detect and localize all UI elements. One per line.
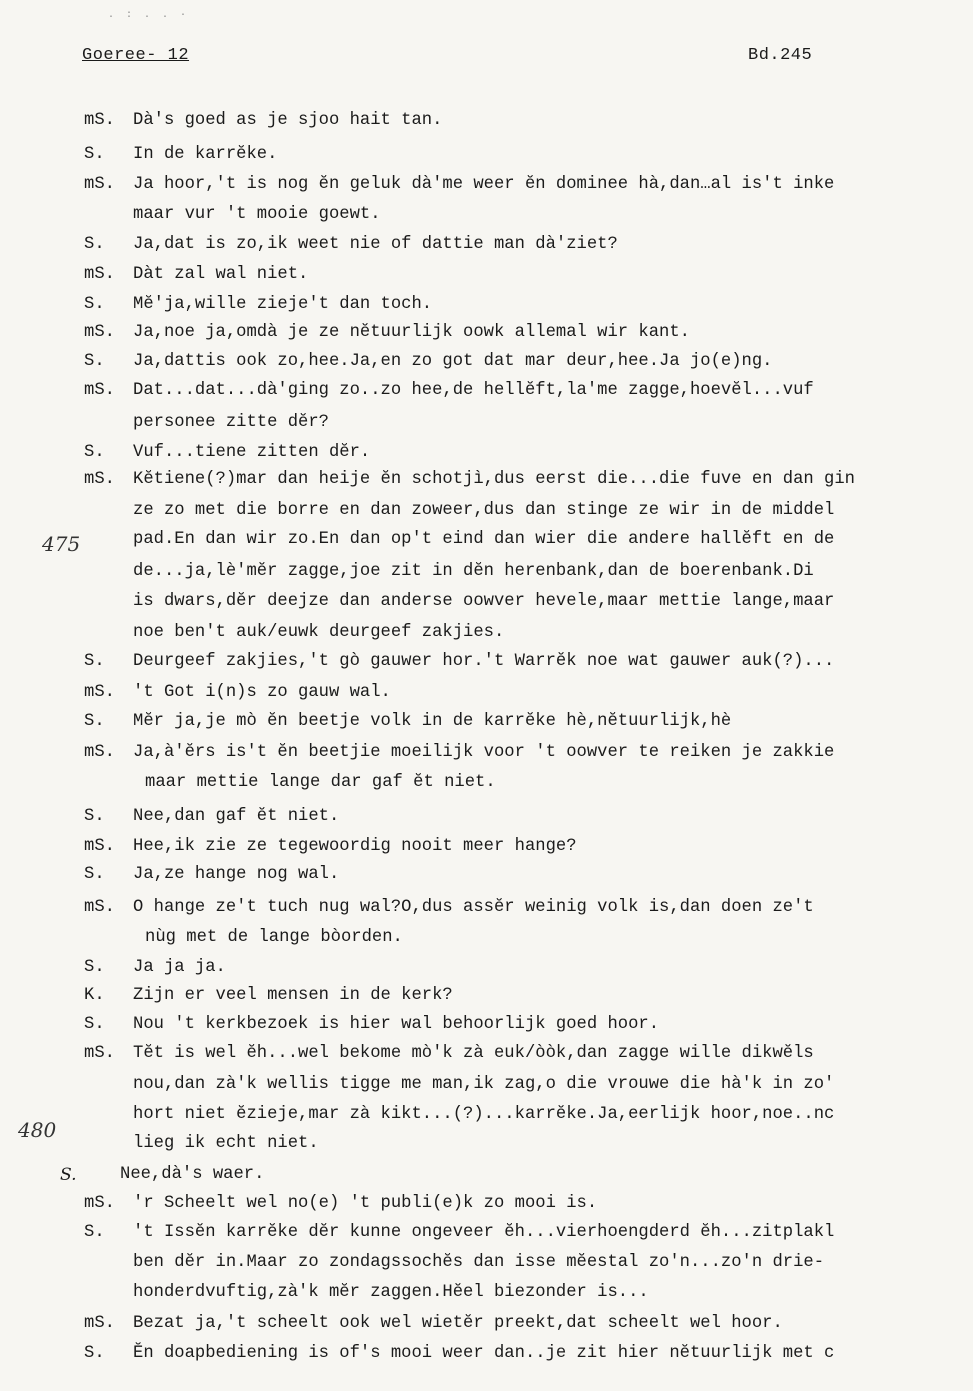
transcript-line [0, 589, 973, 615]
speaker-label: S. [84, 295, 105, 314]
speaker-label: mS. [84, 837, 115, 856]
transcript-line [0, 862, 973, 888]
speaker-label: S. [60, 1165, 77, 1185]
transcript-line [0, 1311, 973, 1337]
line-text: Dat...dat...dà'ging zo..zo hee,de hellĕft,la'me zagge,hoevĕl...vuf [133, 381, 814, 400]
transcript-line [0, 709, 973, 735]
speaker-label: S. [84, 958, 105, 977]
transcript-line [0, 410, 973, 436]
transcript-line [0, 232, 973, 258]
transcript-line [0, 202, 973, 228]
line-text: Mĕ'ja,wille zieje't dan toch. [133, 295, 433, 314]
speaker-label: S. [84, 443, 105, 462]
speaker-label: S. [84, 652, 105, 671]
speaker-label: mS. [84, 1044, 115, 1063]
line-text: is dwars,dĕr deejze dan anderse oowver hevele,maar mettie lange,maar [133, 592, 835, 611]
transcript-line [0, 262, 973, 288]
transcript-line [0, 895, 973, 921]
transcript-line [0, 378, 973, 404]
transcript-line [0, 349, 973, 375]
line-text: pad.En dan wir zo.En dan op't eind dan wier die andere hallĕft en de [133, 530, 835, 549]
speaker-label: K. [84, 986, 105, 1005]
transcript-line [0, 1131, 973, 1157]
speaker-label: S. [84, 1223, 105, 1242]
line-text: Ja ja ja. [133, 958, 226, 977]
line-text: personee zitte dĕr? [133, 413, 329, 432]
transcript-line [0, 770, 973, 796]
transcript-line [0, 142, 973, 168]
line-text: Mĕr ja,je mò ĕn beetje volk in de karrĕke hè,nĕtuurlijk,hè [133, 712, 732, 731]
line-text: nou,dan zà'k wellis tigge me man,ik zag,o die vrouwe die hà'k in zo' [133, 1075, 835, 1094]
margin-note-475: 475 [42, 532, 81, 556]
page-header-right: Bd.245 [748, 46, 813, 65]
speaker-label: mS. [84, 265, 115, 284]
line-text: Ja hoor,'t is nog ĕn geluk dà'me weer ĕn dominee hà,dan…al is't inke [133, 175, 835, 194]
margin-note-480: 480 [18, 1118, 57, 1142]
scan-specks: . : . . · [108, 10, 190, 21]
transcript-line [0, 1041, 973, 1067]
line-text: Nee,dan gaf ĕt niet. [133, 807, 340, 826]
line-text: Hee,ik zie ze tegewoordig nooit meer hange? [133, 837, 577, 856]
speaker-label: mS. [84, 175, 115, 194]
speaker-label: mS. [84, 111, 115, 130]
transcript-line [0, 1191, 973, 1217]
line-text: maar vur 't mooie goewt. [133, 205, 381, 224]
transcript-line [0, 1162, 973, 1188]
line-text: ben dĕr in.Maar zo zondagssochĕs dan isse mĕestal zo'n...zo'n drie- [133, 1253, 825, 1272]
line-text: hort niet ĕzieje,mar zà kikt...(?)...karrĕke.Ja,eerlijk hoor,noe..nc [133, 1105, 835, 1124]
speaker-label: mS. [84, 470, 115, 489]
line-text: Ja,ze hange nog wal. [133, 865, 340, 884]
speaker-label: mS. [84, 683, 115, 702]
transcript-line [0, 740, 973, 766]
line-text: Zijn er veel mensen in de kerk? [133, 986, 453, 1005]
transcript-line [0, 983, 973, 1009]
transcript-line [0, 1280, 973, 1306]
transcript-line [0, 1341, 973, 1367]
transcript-line [0, 559, 973, 585]
line-text: honderdvuftig,zà'k mĕr zaggen.Hĕel biezonder is... [133, 1283, 649, 1302]
transcript-line [0, 1220, 973, 1246]
transcript-line [0, 834, 973, 860]
line-text: de...ja,lè'mĕr zagge,joe zit in dĕn herenbank,dan de boerenbank.Di [133, 562, 814, 581]
line-text: Bezat ja,'t scheelt ook wel wietĕr preekt,dat scheelt wel hoor. [133, 1314, 783, 1333]
speaker-label: mS. [84, 743, 115, 762]
line-text: In de karrĕke. [133, 145, 278, 164]
transcript-line [0, 292, 973, 318]
page-header-left: Goeree- 12 [82, 46, 190, 65]
line-text: Tĕt is wel ĕh...wel bekome mò'k zà euk/òòk,dan zagge wille dikwĕls [133, 1044, 814, 1063]
speaker-label: S. [84, 235, 105, 254]
speaker-label: mS. [84, 1194, 115, 1213]
speaker-label: S. [84, 865, 105, 884]
line-text: Nee,dà's waer. [120, 1165, 265, 1184]
speaker-label: S. [84, 712, 105, 731]
speaker-label: mS. [84, 898, 115, 917]
line-text: Dàt zal wal niet. [133, 265, 309, 284]
transcript-line [0, 172, 973, 198]
speaker-label: S. [84, 807, 105, 826]
transcript-line [0, 467, 973, 493]
transcript-line [0, 440, 973, 466]
line-text: noe ben't auk/euwk deurgeef zakjies. [133, 623, 505, 642]
line-text: Dà's goed as je sjoo hait tan. [133, 111, 443, 130]
transcript-line [0, 804, 973, 830]
line-text: maar mettie lange dar gaf ĕt niet. [145, 773, 496, 792]
line-text: 't Got i(n)s zo gauw wal. [133, 683, 391, 702]
line-text: Ja,dattis ook zo,hee.Ja,en zo got dat mar deur,hee.Ja jo(e)ng. [133, 352, 773, 371]
transcript-line [0, 955, 973, 981]
transcript-line [0, 320, 973, 346]
transcript-line [0, 649, 973, 675]
line-text: Deurgeef zakjies,'t gò gauwer hor.'t Warrĕk noe wat gauwer auk(?)... [133, 652, 835, 671]
transcript-line [0, 527, 973, 553]
transcript-line [0, 1102, 973, 1128]
line-text: Ja,dat is zo,ik weet nie of dattie man dà'ziet? [133, 235, 618, 254]
transcript-line [0, 925, 973, 951]
line-text: nùg met de lange bòorden. [145, 928, 403, 947]
line-text: lieg ik echt niet. [133, 1134, 319, 1153]
transcript-line [0, 1072, 973, 1098]
speaker-label: S. [84, 1015, 105, 1034]
line-text: ze zo met die borre en dan zoweer,dus dan stinge ze wir in de middel [133, 501, 835, 520]
transcript-line [0, 620, 973, 646]
line-text: Vuf...tiene zitten dĕr. [133, 443, 371, 462]
line-text: 't Issĕn karrĕke dĕr kunne ongeveer ĕh...vierhoengderd ĕh...zitplakl [133, 1223, 835, 1242]
speaker-label: mS. [84, 381, 115, 400]
transcript-line [0, 498, 973, 524]
speaker-label: mS. [84, 1314, 115, 1333]
transcript-line [0, 680, 973, 706]
line-text: Ja,noe ja,omdà je ze nĕtuurlijk oowk allemal wir kant. [133, 323, 690, 342]
line-text: Ja,à'ĕrs is't ĕn beetjie moeilijk voor 't oowver te reiken je zakkie [133, 743, 835, 762]
line-text: O hange ze't tuch nug wal?O,dus assĕr weinig volk is,dan doen ze't [133, 898, 814, 917]
line-text: 'r Scheelt wel no(e) 't publi(e)k zo mooi is. [133, 1194, 598, 1213]
transcript-line [0, 1012, 973, 1038]
speaker-label: S. [84, 1344, 105, 1363]
transcript-line [0, 1250, 973, 1276]
line-text: Nou 't kerkbezoek is hier wal behoorlijk goed hoor. [133, 1015, 660, 1034]
speaker-label: S. [84, 145, 105, 164]
speaker-label: S. [84, 352, 105, 371]
line-text: Ĕn doapbediening is of's mooi weer dan..je zit hier nĕtuurlijk met c [133, 1344, 835, 1363]
transcript-line [0, 108, 973, 134]
line-text: Kĕtiene(?)mar dan heije ĕn schotjì,dus eerst die...die fuve en dan gin [133, 470, 855, 489]
speaker-label: mS. [84, 323, 115, 342]
